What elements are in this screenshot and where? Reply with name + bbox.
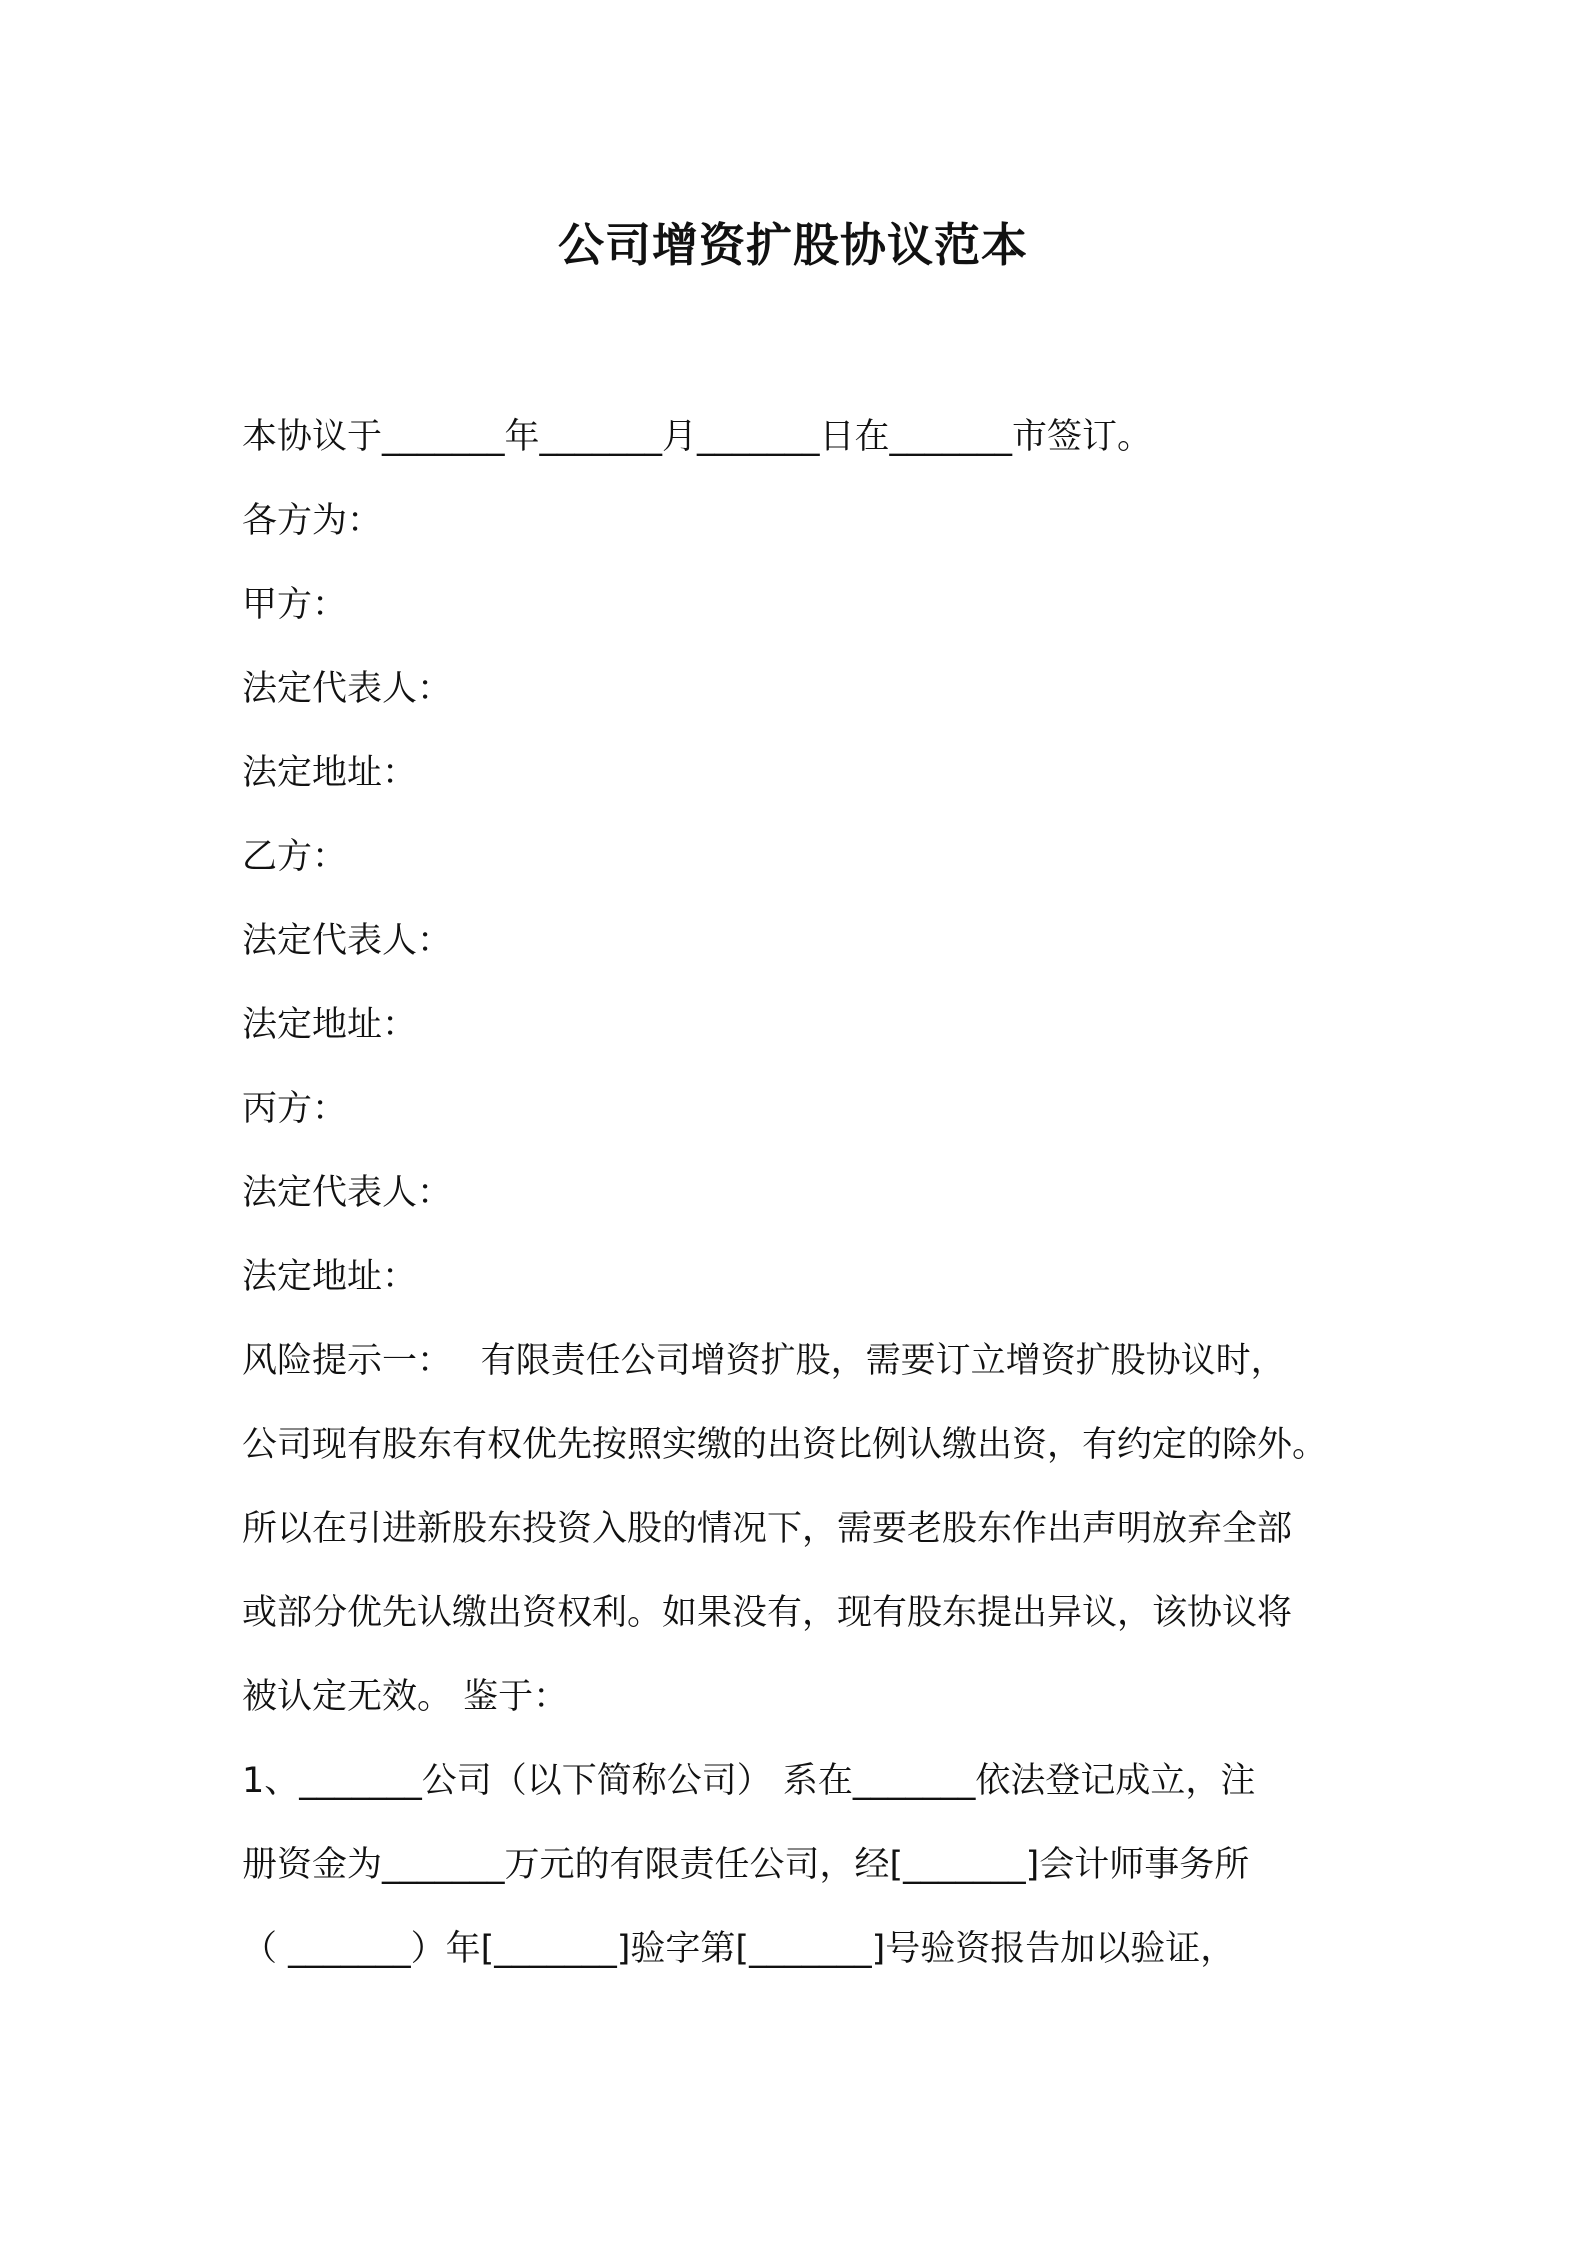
party-c-label: 丙方： — [242, 1089, 348, 1129]
party-a-label: 甲方： — [242, 585, 348, 625]
party-b-representative-label: 法定代表人： — [242, 921, 453, 961]
risk-notice-line-4: 或部分优先认缴出资权利。如果没有，现有股东提出异议，该协议将 — [242, 1593, 1293, 1633]
parties-heading: 各方为： — [242, 501, 383, 541]
party-b-address-label: 法定地址： — [242, 1005, 418, 1045]
risk-notice-line-2: 公司现有股东有权优先按照实缴的出资比例认缴出资，有约定的除外。 — [242, 1425, 1328, 1465]
clause-1-line-3: （ _______）年[_______]验字第[_______]号验资报告加以验证， — [242, 1929, 1236, 1969]
party-b-label: 乙方： — [242, 837, 348, 877]
signing-date-line: 本协议于_______年_______月_______日在_______市签订。 — [242, 417, 1153, 457]
party-c-address-label: 法定地址： — [242, 1257, 418, 1297]
risk-notice-line-1: 风险提示一： 有限责任公司增资扩股，需要订立增资扩股协议时， — [242, 1341, 1286, 1381]
clause-1-line-1: 1、_______公司（以下简称公司） 系在_______依法登记成立，注 — [242, 1761, 1256, 1801]
party-a-representative-label: 法定代表人： — [242, 669, 453, 709]
party-a-address-label: 法定地址： — [242, 753, 418, 793]
document-title: 公司增资扩股协议范本 — [558, 218, 1028, 272]
clause-1-line-2: 册资金为_______万元的有限责任公司，经[_______]会计师事务所 — [242, 1845, 1250, 1885]
party-c-representative-label: 法定代表人： — [242, 1173, 453, 1213]
risk-notice-line-3: 所以在引进新股东投资入股的情况下，需要老股东作出声明放弃全部 — [242, 1509, 1293, 1549]
risk-notice-line-5: 被认定无效。 鉴于： — [242, 1677, 569, 1717]
